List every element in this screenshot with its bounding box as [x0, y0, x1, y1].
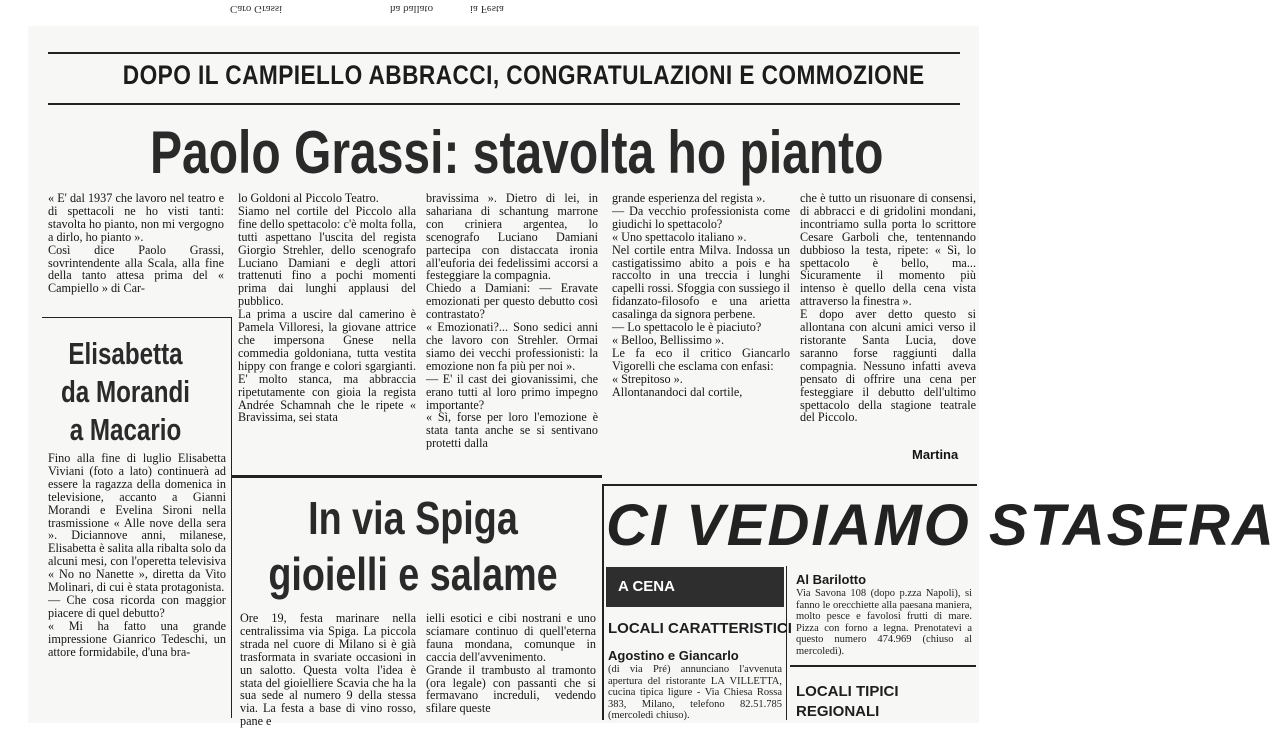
column-rule: [786, 566, 787, 720]
article-column: bravissima ». Dietro di lei, in sahariana di schantung marrone con criniera argentea, lo scenografo Luciano Damiani partecipa con distaccata ironia all'euforia dei fedelissimi accorsi a festeggiare la compagnia. Chiedo a Damiani: — Eravate emozionati per questo debutto così contrastato? « Emozionati?... Sono sedici anni che lavoro con Strehler. Ormai siamo dei vecchi professionisti: la emozione non fa più per noi ». — E' il cast dei giovanissimi, che erano tutti al loro primo impegno importante? « Sì, forse per loro l'emozione è stata tanta anche se si sentivano protetti dalla: [426, 191, 598, 451]
top-fragment: ha ballato: [390, 3, 434, 15]
spiga-headline: In via Spiga gioielli e salame: [268, 492, 558, 600]
a-cena-label: A CENA: [606, 567, 784, 607]
locali-tipici-heading: LOCALI TIPICI REGIONALI: [796, 683, 899, 720]
spiga-column: ielli esotici e cibi nostrani e uno sciamare continuo di quell'eterna fauna mondana, comunque in caccia dell'avvenimento. Grande il trambusto al tramonto (ora legale) con passanti che si fermavano increduli, vedendo sfilare queste: [426, 611, 596, 716]
section-rule: [602, 484, 977, 486]
ci-vediamo-banner: CI VEDIAMO STASERA: [606, 493, 1276, 558]
restaurant-ad: Via Savona 108 (dopo p.zza Napoli), si fanno le orecchiette alla paesana maniera, molto pesce e favolosi frutti di mare. Pizza con forno a legna. Prenotatevi a questo numero 474.969 (chiuso al mercoledì).: [796, 588, 972, 657]
article-column: grande esperienza del regista ». — Da vecchio professionista come giudichi lo spettacolo? « Uno spettacolo italiano ». Nel cortile entra Milva. Indossa un castigatissimo abito a pois e ha raccolto in una treccia i lunghi capelli rossi. Sfoggia con sussiego il fidanzato-filosofo e una arietta casalinga da signora perbene. — Lo spettacolo le è piaciuto? « Belloo, Bellissimo ». Le fa eco il critico Giancarlo Vigorelli che esclama con enfasi: « Strepitoso ». Allontanandoci dal cortile,: [612, 191, 790, 399]
top-rule: [48, 52, 960, 54]
kicker-rule: [48, 103, 960, 105]
top-fragment: Caro Grassi: [230, 3, 283, 15]
column-rule: [231, 318, 232, 718]
section-rule: [790, 665, 976, 667]
side-article-body: Fino alla fine di luglio Elisabetta Viviani (foto a lato) continuerà ad essere la ragazza della domenica in televisione, accanto a Gianni Morandi e Evelina Sironi nella trasmissione « Alle nove della sera ». Diciannove anni, milanese, Elisabetta è salita alla ribalta solo da alcuni mesi, con l'operetta televisiva « No no Nanette », diretta da Vito Molinari, di cui è stata protagonista. — Che cosa ricorda con maggior piacere di quel debutto? « Mi ha fatto una grande impressione Gianrico Tedeschi, un attore formidabile, d'una bra-: [48, 451, 227, 659]
section-rule: [42, 317, 232, 318]
restaurant-ad: (di via Pré) annunciano l'avvenuta apertura del ristorante LA VILLETTA, cucina tipica ligure - Via Chiesa Rossa 383, Milano, telefono 82.51.785 (mercoledì chiuso).: [608, 664, 782, 721]
restaurant-name: Al Barilotto: [796, 572, 867, 587]
column-rule: [602, 484, 604, 720]
side-headline: Elisabetta da Morandi a Macario: [61, 336, 190, 447]
top-fragment: ia Festa: [470, 3, 504, 15]
article-column: lo Goldoni al Piccolo Teatro. Siamo nel cortile del Piccolo alla fine dello spettacolo: c'è molta folla, tutti aspettano l'uscita del regista Giorgio Strehler, dello scenografo Luciano Damiani e degli attori trattenuti fino a pochi momenti prima dai lunghi applausi del pubblico. La prima a uscire dal camerino è Pamela Villoresi, la giovane attrice che impersona Gnese nella commedia goldoniana, tutta vestita hippy con frange e colori sgargianti. E' molto stanca, ma abbraccia ripetutamente con gioia la regista Andrée Schamnah che le ripete « Bravissima, sei stata: [238, 191, 416, 425]
spiga-column: Ore 19, festa marinare nella centralissima via Spiga. La piccola strada nel cuore di Milano si è già trasformata in svariate occasioni in un salotto. Questa volta l'idea è stata del gioielliere Scavia che ha la sua sede al numero 9 della stessa via. La festa a base di vino rosso, pane e: [240, 611, 416, 729]
article-column: che è tutto un risuonare di consensi, di abbracci e di gridolini mondani, incontriamo sulla porta lo scrittore Cesare Garboli che, tentennando dubbioso la testa, ripete: « Sì, lo spettacolo è bello, ma... Sicuramente il momento più intenso è quello della cena vista attraverso la finestra ». E dopo aver detto questo si allontana con alcuni amici verso il ristorante Santa Lucia, dove saranno forse raggiunti dalla compagnia. Nessuno infatti aveva pensato di offrire una cena per festeggiare il debutto dell'ultimo spettacolo della stagione teatrale del Piccolo.: [800, 191, 976, 425]
main-headline: Paolo Grassi: stavolta ho pianto: [150, 119, 884, 186]
article-column: « E' dal 1937 che lavoro nel teatro e di spettacoli ne ho visti tanti: stavolta ho pianto, non mi vergogno a dirlo, ho pianto ». Così dice Paolo Grassi, sovrintendente alla Scala, alla fine della tanto attesa prima del « Campiello » di Car-: [48, 191, 224, 296]
locali-caratteristici-heading: LOCALI CARATTERISTICI: [608, 620, 792, 637]
restaurant-name: Agostino e Giancarlo: [608, 648, 739, 663]
byline: Martina: [912, 447, 959, 462]
kicker-headline: DOPO IL CAMPIELLO ABBRACCI, CONGRATULAZIONI E COMMOZIONE: [122, 60, 925, 90]
section-rule: [232, 475, 602, 478]
